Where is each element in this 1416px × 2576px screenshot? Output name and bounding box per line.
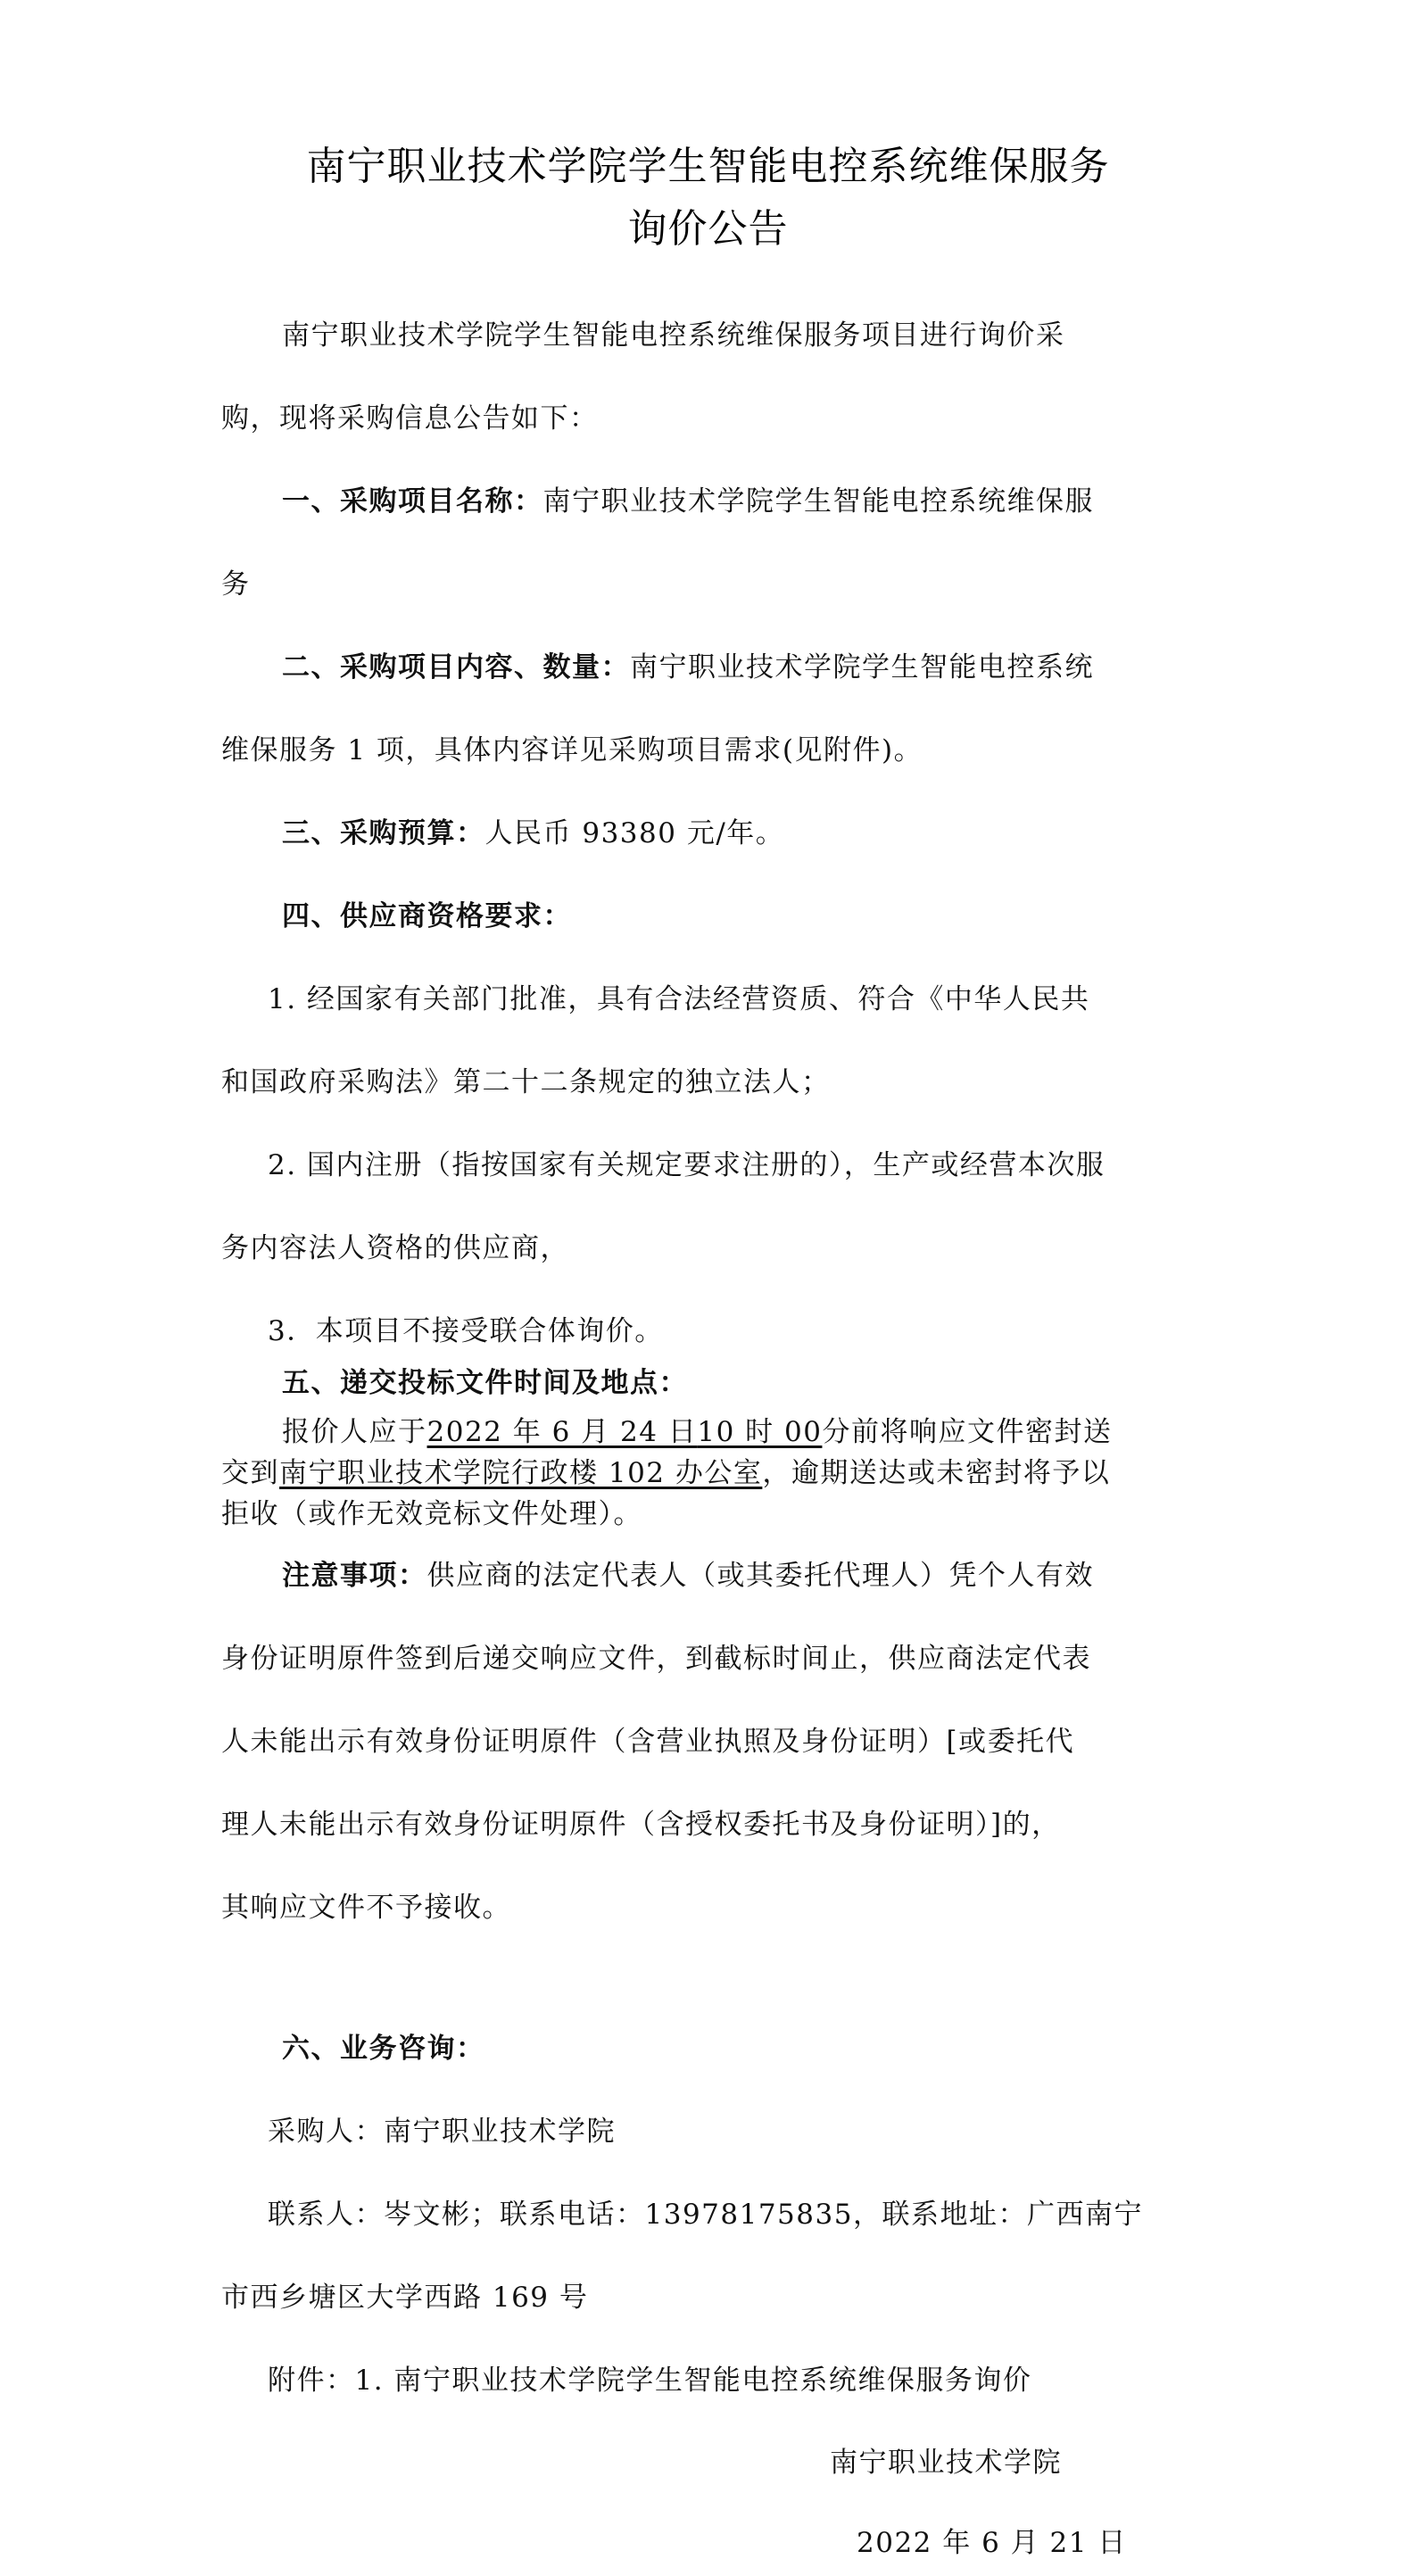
section2-line2: 维保服务 1 项，具体内容详见采购项目需求(见附件)。 [221, 734, 923, 766]
section3-line [221, 792, 1212, 875]
section4-item3: 3．本项目不接受联合体询价。 [268, 1315, 664, 1347]
section5-line3: 拒收（或作无效竞标文件处理）。 [221, 1498, 642, 1530]
contact-line2: 市西乡塘区大学西路 169 号 [221, 2282, 589, 2314]
section5-l2-a: 交到 [221, 1457, 279, 1489]
section4-item2-line1: 2. 国内注册（指按国家有关规定要求注册的），生产或经营本次服 [268, 1149, 1105, 1181]
section6-label: 六、业务咨询： [282, 2033, 485, 2065]
section3-text: 人民币 93380 元/年。 [484, 817, 785, 849]
section2-label: 二、采购项目内容、数量： [282, 651, 630, 683]
section1-line2: 务 [221, 568, 251, 601]
contact-line1: 联系人：岑文彬；联系电话：13978175835，联系地址：广西南宁 [268, 2199, 1143, 2231]
doc-title-line2: 询价公告 [627, 206, 789, 252]
section2-text: 南宁职业技术学院学生智能电控系统 [630, 651, 1094, 683]
section5-l1-a: 报价人应于 [282, 1416, 427, 1448]
doc-title-line1: 南宁职业技术学院学生智能电控系统维保服务 [306, 144, 1110, 189]
notice-line1 [221, 1535, 1212, 1618]
signature-org: 南宁职业技术学院 [830, 2447, 1062, 2479]
section1-line1 [221, 460, 1212, 543]
deadline-time: 10 时 00 [697, 1416, 823, 1448]
notice-text: 供应商的法定代表人（或其委托代理人）凭个人有效 [426, 1560, 1094, 1592]
notice-line2: 身份证明原件签到后递交响应文件，到截标时间止，供应商法定代表 [221, 1643, 1091, 1675]
attachment-line: 附件：1. 南宁职业技术学院学生智能电控系统维保服务询价 [268, 2365, 1032, 2397]
notice-line3: 人未能出示有效身份证明原件（含营业执照及身份证明）[或委托代 [221, 1726, 1075, 1758]
signature-date: 2022 年 6 月 21 日 [857, 2527, 1127, 2559]
buyer-line: 采购人：南宁职业技术学院 [268, 2116, 616, 2148]
section4-item1-line2: 和国政府采购法》第二十二条规定的独立法人； [221, 1066, 831, 1098]
intro-line1: 南宁职业技术学院学生智能电控系统维保服务项目进行询价采 [282, 319, 1065, 352]
notice-line5: 其响应文件不予接收。 [221, 1892, 511, 1924]
section1-text: 南宁职业技术学院学生智能电控系统维保服 [542, 485, 1094, 518]
section5-l2-b: ，逾期送达或未密封将予以 [762, 1457, 1111, 1489]
submission-place: 南宁职业技术学院行政楼 102 办公室 [279, 1457, 763, 1489]
section4-item1-line1: 1. 经国家有关部门批准，具有合法经营资质、符合《中华人民共 [268, 983, 1090, 1015]
deadline-date: 2022 年 6 月 24 日 [426, 1416, 698, 1448]
section3-label: 三、采购预算： [282, 817, 485, 849]
notice-line4: 理人未能出示有效身份证明原件（含授权委托书及身份证明）]的， [221, 1809, 1061, 1841]
section5-line1 [221, 1412, 1212, 1453]
section2-line1 [221, 626, 1212, 709]
section4-item2-line2: 务内容法人资格的供应商， [221, 1232, 569, 1264]
section5-l1-b: 分前将响应文件密封送 [822, 1416, 1113, 1448]
section4-label: 四、供应商资格要求： [282, 900, 572, 932]
section5-label: 五、递交投标文件时间及地点： [282, 1367, 688, 1399]
intro-line2: 购，现将采购信息公告如下： [221, 402, 599, 435]
section1-label: 一、采购项目名称： [282, 485, 543, 518]
notice-label: 注意事项： [282, 1560, 427, 1592]
section5-line2 [221, 1453, 1212, 1494]
